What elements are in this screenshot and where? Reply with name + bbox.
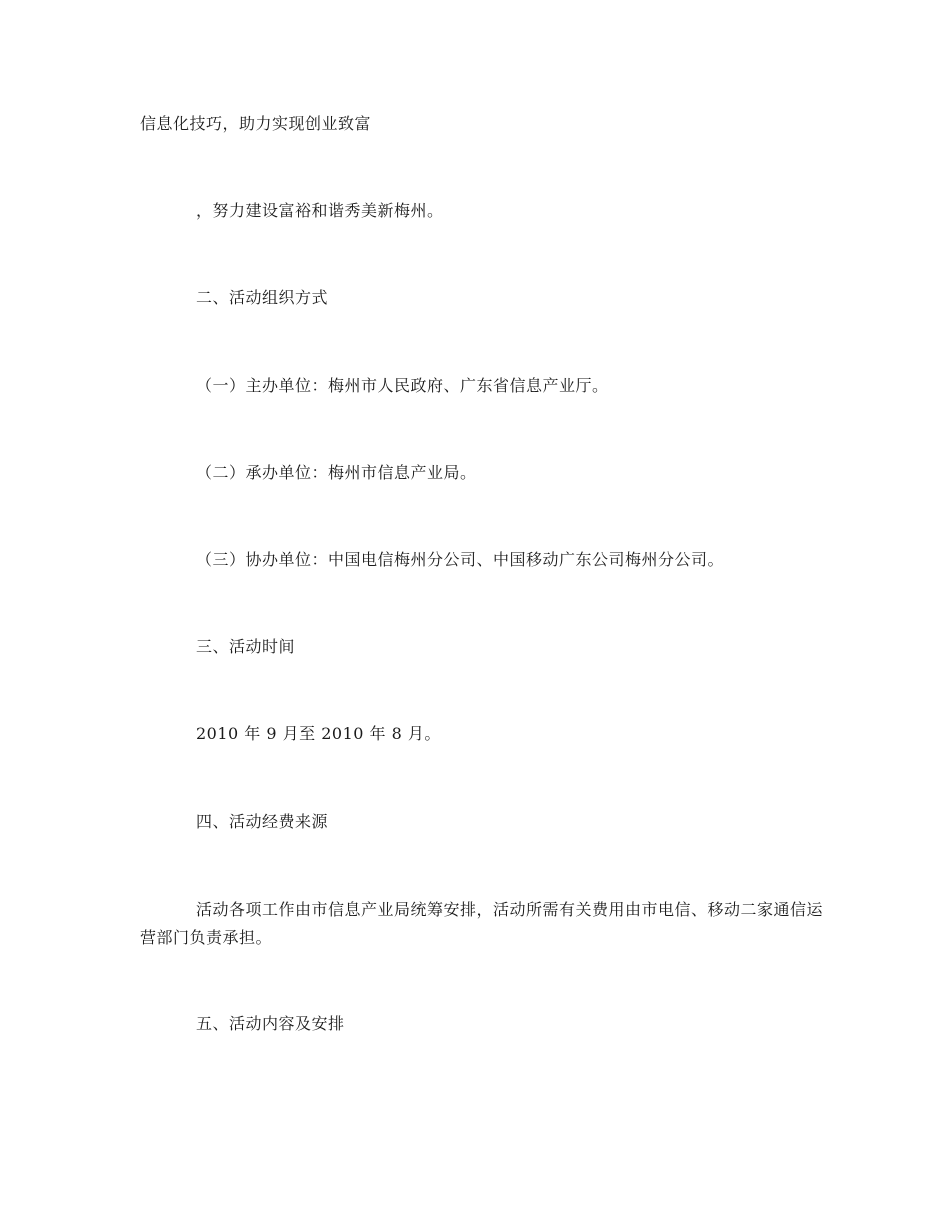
section-heading-content: 五、活动内容及安排	[196, 1014, 345, 1033]
organizer-co-organizer: （三）协办单位：中国电信梅州分公司、中国移动广东公司梅州分公司。	[196, 550, 725, 569]
organizer-host: （一）主办单位：梅州市人民政府、广东省信息产业厅。	[196, 376, 609, 395]
text-line-continuation: 信息化技巧，助力实现创业致富	[140, 114, 372, 133]
section-heading-time: 三、活动时间	[196, 637, 296, 656]
section-heading-funding: 四、活动经费来源	[196, 812, 329, 831]
text-line-continuation: ，努力建设富裕和谐秀美新梅州。	[196, 201, 444, 220]
activity-time-text: 2010 年 9 月至 2010 年 8 月。	[196, 724, 441, 743]
organizer-undertaker: （二）承办单位：梅州市信息产业局。	[196, 463, 477, 482]
section-heading-organization: 二、活动组织方式	[196, 288, 329, 307]
funding-paragraph: 活动各项工作由市信息产业局统筹安排，活动所需有关费用由市电信、移动二家通信运营部门负责承担。	[140, 900, 824, 947]
